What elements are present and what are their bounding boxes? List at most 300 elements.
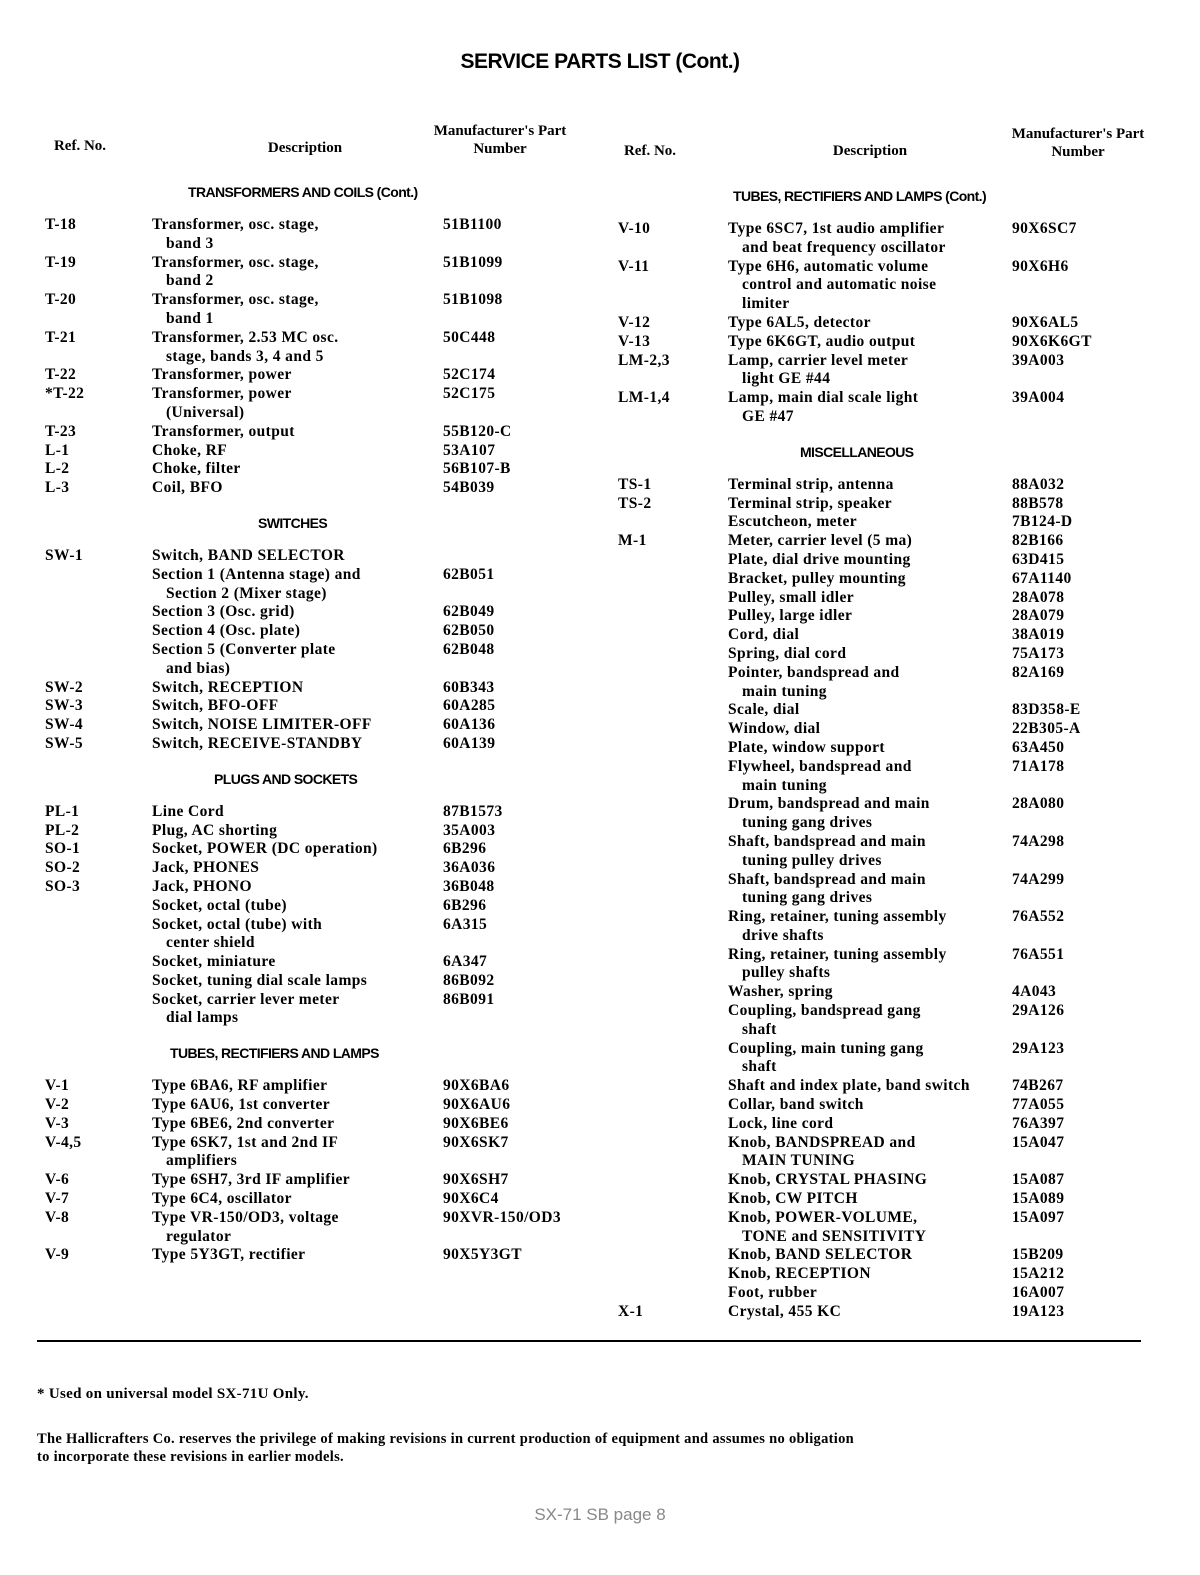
description-line: Knob, POWER-VOLUME, bbox=[728, 1208, 918, 1226]
col-header-part: Manufacturer's Part Number bbox=[433, 123, 567, 157]
description-line: GE #47 bbox=[742, 407, 794, 425]
ref-number: SO-1 bbox=[45, 840, 81, 858]
parts-row bbox=[600, 1134, 1200, 1172]
part-description bbox=[728, 833, 926, 871]
ref-number: TS-1 bbox=[618, 475, 652, 493]
description-line: Crystal, 455 KC bbox=[728, 1302, 842, 1320]
ref-number: V-11 bbox=[618, 257, 650, 275]
description-line: Plug, AC shorting bbox=[152, 821, 278, 839]
description-line: Knob, RECEPTION bbox=[728, 1265, 871, 1283]
part-number: 4A043 bbox=[1012, 983, 1057, 1001]
description-line: Knob, CRYSTAL PHASING bbox=[728, 1171, 928, 1189]
part-number: 82B166 bbox=[1012, 532, 1064, 550]
part-description bbox=[728, 626, 799, 645]
parts-row bbox=[600, 333, 1200, 352]
parts-row bbox=[600, 833, 1200, 871]
ref-number: L-3 bbox=[45, 479, 70, 497]
ref-number: V-2 bbox=[45, 1096, 70, 1114]
divider-rule bbox=[37, 1340, 1141, 1342]
parts-row bbox=[0, 1209, 600, 1247]
description-line: Jack, PHONES bbox=[152, 859, 260, 877]
part-number: 62B050 bbox=[443, 622, 495, 640]
description-line: tuning gang drives bbox=[742, 889, 873, 907]
parts-row bbox=[600, 589, 1200, 608]
description-line: Coupling, bandspread gang bbox=[728, 1002, 921, 1020]
ref-number: V-8 bbox=[45, 1208, 70, 1226]
part-description bbox=[728, 946, 947, 984]
parts-row bbox=[600, 314, 1200, 333]
part-description bbox=[728, 871, 926, 909]
part-description bbox=[152, 1246, 305, 1265]
description-line: Scale, dial bbox=[728, 701, 800, 719]
part-number: 90X6SK7 bbox=[443, 1133, 509, 1151]
parts-row bbox=[0, 603, 600, 622]
part-description bbox=[152, 859, 259, 878]
parts-row bbox=[0, 803, 600, 822]
part-description bbox=[728, 476, 894, 495]
description-line: band 1 bbox=[166, 309, 214, 327]
ref-number: PL-1 bbox=[45, 802, 80, 820]
description-line: main tuning bbox=[742, 776, 827, 794]
part-description bbox=[152, 735, 362, 754]
parts-row bbox=[600, 1209, 1200, 1247]
description-line: Ring, retainer, tuning assembly bbox=[728, 908, 947, 926]
part-description bbox=[152, 1190, 292, 1209]
part-description bbox=[152, 1115, 334, 1134]
description-line: Pulley, large idler bbox=[728, 607, 853, 625]
ref-number: V-7 bbox=[45, 1190, 70, 1208]
part-description bbox=[152, 840, 378, 859]
ref-number: SW-5 bbox=[45, 734, 84, 752]
part-description bbox=[728, 1303, 841, 1322]
part-number: 90X6H6 bbox=[1012, 257, 1069, 275]
parts-row bbox=[600, 908, 1200, 946]
part-number: 60A285 bbox=[443, 697, 496, 715]
parts-row bbox=[600, 664, 1200, 702]
description-line: Transformer, 2.53 MC osc. bbox=[152, 328, 339, 346]
description-line: light GE #44 bbox=[742, 370, 831, 388]
description-line: Choke, filter bbox=[152, 460, 241, 478]
part-description bbox=[152, 423, 295, 442]
parts-row bbox=[600, 645, 1200, 664]
description-line: drive shafts bbox=[742, 926, 824, 944]
ref-number: SO-3 bbox=[45, 877, 81, 895]
parts-row bbox=[0, 716, 600, 735]
description-line: Transformer, osc. stage, bbox=[152, 253, 319, 271]
parts-row bbox=[600, 220, 1200, 258]
description-line: Shaft, bandspread and main bbox=[728, 870, 926, 888]
part-number: 90X6C4 bbox=[443, 1190, 499, 1208]
parts-row bbox=[600, 495, 1200, 514]
parts-row bbox=[0, 329, 600, 367]
description-line: tuning gang drives bbox=[742, 814, 873, 832]
description-line: Plate, window support bbox=[728, 738, 885, 756]
part-description bbox=[728, 1284, 817, 1303]
part-description bbox=[728, 1040, 924, 1078]
disclaimer bbox=[37, 1430, 854, 1466]
parts-row bbox=[600, 1171, 1200, 1190]
part-description bbox=[728, 701, 800, 720]
description-line: Type 6SK7, 1st and 2nd IF bbox=[152, 1133, 339, 1151]
ref-number: V-6 bbox=[45, 1171, 70, 1189]
part-number: 74B267 bbox=[1012, 1077, 1064, 1095]
parts-row bbox=[0, 859, 600, 878]
part-number: 86B091 bbox=[443, 990, 495, 1008]
description-line: regulator bbox=[166, 1227, 232, 1245]
description-line: Knob, CW PITCH bbox=[728, 1190, 858, 1208]
part-number: 87B1573 bbox=[443, 802, 503, 820]
description-line: Foot, rubber bbox=[728, 1284, 818, 1302]
description-line: Switch, NOISE LIMITER-OFF bbox=[152, 716, 372, 734]
parts-row bbox=[600, 1246, 1200, 1265]
part-description bbox=[152, 291, 319, 329]
parts-row bbox=[0, 566, 600, 604]
part-description bbox=[728, 1096, 864, 1115]
description-line: Type VR-150/OD3, voltage bbox=[152, 1208, 339, 1226]
parts-row bbox=[600, 551, 1200, 570]
ref-number: SW-2 bbox=[45, 678, 84, 696]
part-number: 54B039 bbox=[443, 479, 495, 497]
description-line: Terminal strip, speaker bbox=[728, 494, 893, 512]
col-header-description: Description bbox=[832, 143, 908, 159]
part-description bbox=[152, 1209, 339, 1247]
description-line: Section 1 (Antenna stage) and bbox=[152, 565, 361, 583]
parts-row bbox=[0, 916, 600, 954]
section-heading: TUBES, RECTIFIERS AND LAMPS bbox=[170, 1045, 379, 1062]
parts-row bbox=[0, 442, 600, 461]
part-number: 74A299 bbox=[1012, 870, 1065, 888]
description-line: MAIN TUNING bbox=[742, 1152, 856, 1170]
ref-number: V-3 bbox=[45, 1114, 70, 1132]
part-description bbox=[152, 622, 300, 641]
part-description bbox=[728, 333, 915, 352]
ref-number: V-4,5 bbox=[45, 1133, 82, 1151]
part-number: 76A552 bbox=[1012, 908, 1065, 926]
description-line: amplifiers bbox=[166, 1152, 238, 1170]
ref-number: V-1 bbox=[45, 1077, 70, 1095]
part-number: 36A036 bbox=[443, 859, 496, 877]
part-description bbox=[728, 532, 912, 551]
part-description bbox=[152, 1077, 327, 1096]
parts-row bbox=[600, 1265, 1200, 1284]
ref-number: LM-2,3 bbox=[618, 351, 670, 369]
description-line: Switch, BAND SELECTOR bbox=[152, 546, 345, 564]
part-number: 16A007 bbox=[1012, 1284, 1065, 1302]
part-number: 88B578 bbox=[1012, 494, 1064, 512]
part-description bbox=[728, 352, 908, 390]
description-line: Lamp, carrier level meter bbox=[728, 351, 909, 369]
part-number: 60A136 bbox=[443, 716, 496, 734]
part-number: 15A087 bbox=[1012, 1171, 1065, 1189]
parts-row bbox=[0, 953, 600, 972]
description-line: and bias) bbox=[166, 659, 231, 677]
description-line: Type 5Y3GT, rectifier bbox=[152, 1246, 306, 1264]
parts-row bbox=[600, 983, 1200, 1002]
description-line: Escutcheon, meter bbox=[728, 513, 858, 531]
part-number: 38A019 bbox=[1012, 626, 1065, 644]
description-line: Type 6AU6, 1st converter bbox=[152, 1096, 331, 1114]
ref-number: L-2 bbox=[45, 460, 70, 478]
ref-number: T-21 bbox=[45, 328, 77, 346]
part-description bbox=[152, 697, 279, 716]
part-description bbox=[152, 916, 322, 954]
description-line: Type 6SC7, 1st audio amplifier bbox=[728, 220, 945, 237]
parts-row bbox=[600, 1002, 1200, 1040]
part-number: 52C174 bbox=[443, 366, 496, 384]
part-number: 83D358-E bbox=[1012, 701, 1081, 719]
col-header-ref: Ref. No. bbox=[623, 143, 677, 159]
description-line: Cord, dial bbox=[728, 626, 800, 644]
ref-number: V-12 bbox=[618, 313, 651, 331]
parts-row bbox=[600, 1284, 1200, 1303]
description-line: center shield bbox=[166, 934, 255, 952]
part-number: 90X6BA6 bbox=[443, 1077, 510, 1095]
parts-row bbox=[600, 389, 1200, 427]
parts-row bbox=[0, 254, 600, 292]
part-description bbox=[728, 720, 820, 739]
part-number: 56B107-B bbox=[443, 460, 511, 478]
part-number: 63D415 bbox=[1012, 550, 1065, 568]
page-title: SERVICE PARTS LIST (Cont.) bbox=[460, 50, 740, 73]
part-number: 90X6BE6 bbox=[443, 1114, 509, 1132]
part-number: 7B124-D bbox=[1012, 513, 1073, 531]
part-description bbox=[152, 566, 361, 604]
part-number: 63A450 bbox=[1012, 738, 1065, 756]
part-description bbox=[728, 908, 947, 946]
part-number: 15A047 bbox=[1012, 1133, 1065, 1151]
right-parts-column bbox=[600, 187, 1200, 1322]
description-line: Switch, BFO-OFF bbox=[152, 697, 279, 715]
part-number: 76A551 bbox=[1012, 945, 1065, 963]
parts-row bbox=[600, 1115, 1200, 1134]
description-line: Ring, retainer, tuning assembly bbox=[728, 945, 947, 963]
parts-row bbox=[0, 547, 600, 566]
part-description bbox=[728, 570, 906, 589]
parts-row bbox=[0, 878, 600, 897]
description-line: Section 5 (Converter plate bbox=[152, 640, 336, 658]
parts-row bbox=[0, 460, 600, 479]
ref-number: X-1 bbox=[618, 1302, 644, 1320]
part-number: 55B120-C bbox=[443, 422, 512, 440]
part-number: 62B051 bbox=[443, 565, 495, 583]
parts-row bbox=[600, 476, 1200, 495]
description-line: Flywheel, bandspread and bbox=[728, 757, 912, 775]
part-description bbox=[152, 547, 345, 566]
part-description bbox=[152, 479, 223, 498]
part-number: 77A055 bbox=[1012, 1096, 1065, 1114]
description-line: Transformer, power bbox=[152, 385, 292, 403]
part-description bbox=[152, 442, 227, 461]
part-description bbox=[152, 216, 319, 254]
parts-row bbox=[600, 1077, 1200, 1096]
description-line: Plate, dial drive mounting bbox=[728, 550, 911, 568]
col-header-part: Manufacturer's Part Number bbox=[1011, 126, 1145, 160]
parts-row bbox=[600, 701, 1200, 720]
parts-row bbox=[600, 758, 1200, 796]
disclaimer-line: The Hallicrafters Co. reserves the privilege of making revisions in current production of equipment and assumes no obligation bbox=[37, 1431, 855, 1447]
ref-number: V-13 bbox=[618, 332, 651, 350]
section-heading: TRANSFORMERS AND COILS (Cont.) bbox=[188, 184, 418, 200]
description-line: shaft bbox=[742, 1058, 777, 1076]
part-number: 74A298 bbox=[1012, 832, 1065, 850]
part-number: 19A123 bbox=[1012, 1302, 1065, 1320]
part-number: 15A097 bbox=[1012, 1208, 1065, 1226]
description-line: Socket, octal (tube) with bbox=[152, 915, 323, 933]
section-heading: SWITCHES bbox=[258, 514, 328, 531]
description-line: Spring, dial cord bbox=[728, 644, 847, 662]
parts-row bbox=[0, 1077, 600, 1096]
description-line: Bracket, pulley mounting bbox=[728, 569, 906, 587]
ref-number: LM-1,4 bbox=[618, 389, 670, 407]
parts-row bbox=[0, 897, 600, 916]
description-line: Knob, BAND SELECTOR bbox=[728, 1246, 913, 1264]
part-description bbox=[152, 603, 295, 622]
ref-number: V-9 bbox=[45, 1246, 70, 1264]
ref-number: T-23 bbox=[45, 422, 77, 440]
col-header-description: Description bbox=[267, 140, 343, 156]
parts-row bbox=[600, 607, 1200, 626]
part-description bbox=[728, 513, 857, 532]
part-description bbox=[152, 991, 340, 1029]
part-number: 52C175 bbox=[443, 385, 496, 403]
part-number: 22B305-A bbox=[1012, 720, 1081, 738]
description-line: control and automatic noise bbox=[742, 276, 937, 294]
description-line: limiter bbox=[742, 295, 790, 313]
part-description bbox=[728, 1115, 833, 1134]
ref-number: T-22 bbox=[45, 366, 77, 384]
description-line: TONE and SENSITIVITY bbox=[742, 1227, 927, 1245]
part-description bbox=[152, 1096, 330, 1115]
part-number: 15B209 bbox=[1012, 1246, 1064, 1264]
parts-row bbox=[600, 946, 1200, 984]
part-number: 90X5Y3GT bbox=[443, 1246, 522, 1264]
description-line: Lock, line cord bbox=[728, 1114, 834, 1132]
part-description bbox=[728, 551, 911, 570]
part-description bbox=[152, 878, 252, 897]
description-line: Socket, POWER (DC operation) bbox=[152, 840, 378, 858]
part-description bbox=[728, 1246, 912, 1265]
disclaimer-line: to incorporate these revisions in earlier models. bbox=[37, 1449, 344, 1465]
description-line: Choke, RF bbox=[152, 441, 228, 459]
part-description bbox=[152, 460, 241, 479]
description-line: Socket, octal (tube) bbox=[152, 896, 287, 914]
part-number: 36B048 bbox=[443, 877, 495, 895]
parts-row bbox=[600, 871, 1200, 909]
part-number: 15A212 bbox=[1012, 1265, 1065, 1283]
parts-row bbox=[0, 735, 600, 754]
description-line: Type 6K6GT, audio output bbox=[728, 332, 916, 350]
part-description bbox=[152, 1171, 350, 1190]
description-line: Switch, RECEPTION bbox=[152, 678, 304, 696]
part-number: 51B1098 bbox=[443, 291, 503, 309]
description-line: Section 2 (Mixer stage) bbox=[166, 584, 327, 602]
description-line: stage, bands 3, 4 and 5 bbox=[166, 347, 324, 365]
parts-row bbox=[0, 1171, 600, 1190]
part-number: 6A315 bbox=[443, 915, 488, 933]
description-line: Type 6BA6, RF amplifier bbox=[152, 1077, 328, 1095]
part-description bbox=[728, 589, 854, 608]
parts-row bbox=[0, 1190, 600, 1209]
part-number: 62B048 bbox=[443, 640, 495, 658]
description-line: Coil, BFO bbox=[152, 479, 223, 497]
description-line: Transformer, osc. stage, bbox=[152, 216, 319, 233]
ref-number: T-18 bbox=[45, 216, 77, 233]
description-line: Section 4 (Osc. plate) bbox=[152, 622, 301, 640]
part-description bbox=[152, 329, 339, 367]
parts-row bbox=[600, 513, 1200, 532]
ref-number: PL-2 bbox=[45, 821, 80, 839]
parts-row bbox=[0, 1115, 600, 1134]
part-description bbox=[728, 739, 885, 758]
part-description bbox=[728, 220, 946, 258]
parts-row bbox=[0, 479, 600, 498]
parts-row bbox=[0, 679, 600, 698]
part-number: 6B296 bbox=[443, 840, 487, 858]
part-number: 90X6AU6 bbox=[443, 1096, 511, 1114]
part-number: 88A032 bbox=[1012, 475, 1065, 493]
description-line: pulley shafts bbox=[742, 964, 831, 982]
part-number: 50C448 bbox=[443, 328, 496, 346]
parts-row bbox=[600, 626, 1200, 645]
description-line: Socket, miniature bbox=[152, 953, 276, 971]
part-number: 60B343 bbox=[443, 678, 495, 696]
description-line: Type 6SH7, 3rd IF amplifier bbox=[152, 1171, 351, 1189]
part-number: 90XVR-150/OD3 bbox=[443, 1208, 561, 1226]
parts-row bbox=[0, 1246, 600, 1265]
part-number: 67A1140 bbox=[1012, 569, 1072, 587]
parts-row bbox=[0, 366, 600, 385]
parts-row bbox=[0, 991, 600, 1029]
description-line: Shaft and index plate, band switch bbox=[728, 1077, 970, 1095]
part-description bbox=[728, 1265, 871, 1284]
part-description bbox=[728, 607, 852, 626]
part-description bbox=[152, 803, 224, 822]
section-heading: PLUGS AND SOCKETS bbox=[214, 770, 358, 787]
part-description bbox=[152, 716, 372, 735]
description-line: band 3 bbox=[166, 234, 214, 252]
description-line: Section 3 (Osc. grid) bbox=[152, 603, 295, 621]
part-description bbox=[152, 385, 292, 423]
parts-row bbox=[600, 739, 1200, 758]
part-number: 71A178 bbox=[1012, 757, 1065, 775]
parts-row bbox=[600, 795, 1200, 833]
part-description bbox=[728, 1134, 916, 1172]
description-line: Knob, BANDSPREAD and bbox=[728, 1133, 916, 1151]
parts-row bbox=[600, 258, 1200, 314]
description-line: and beat frequency oscillator bbox=[742, 238, 946, 256]
part-number: 28A078 bbox=[1012, 588, 1065, 606]
part-description bbox=[152, 953, 276, 972]
part-description bbox=[728, 1171, 927, 1190]
part-number: 51B1099 bbox=[443, 253, 503, 271]
part-description bbox=[728, 1077, 970, 1096]
description-line: Pointer, bandspread and bbox=[728, 663, 900, 681]
parts-row bbox=[0, 840, 600, 859]
description-line: Drum, bandspread and main bbox=[728, 795, 930, 813]
parts-row bbox=[0, 423, 600, 442]
parts-row bbox=[0, 291, 600, 329]
part-description bbox=[728, 1002, 921, 1040]
part-number: 39A003 bbox=[1012, 351, 1065, 369]
part-description bbox=[728, 983, 833, 1002]
description-line: tuning pulley drives bbox=[742, 851, 882, 869]
part-number: 82A169 bbox=[1012, 663, 1065, 681]
parts-row bbox=[0, 972, 600, 991]
description-line: Line Cord bbox=[152, 802, 225, 820]
description-line: band 2 bbox=[166, 272, 214, 290]
parts-row bbox=[600, 532, 1200, 551]
ref-number: M-1 bbox=[618, 532, 647, 550]
